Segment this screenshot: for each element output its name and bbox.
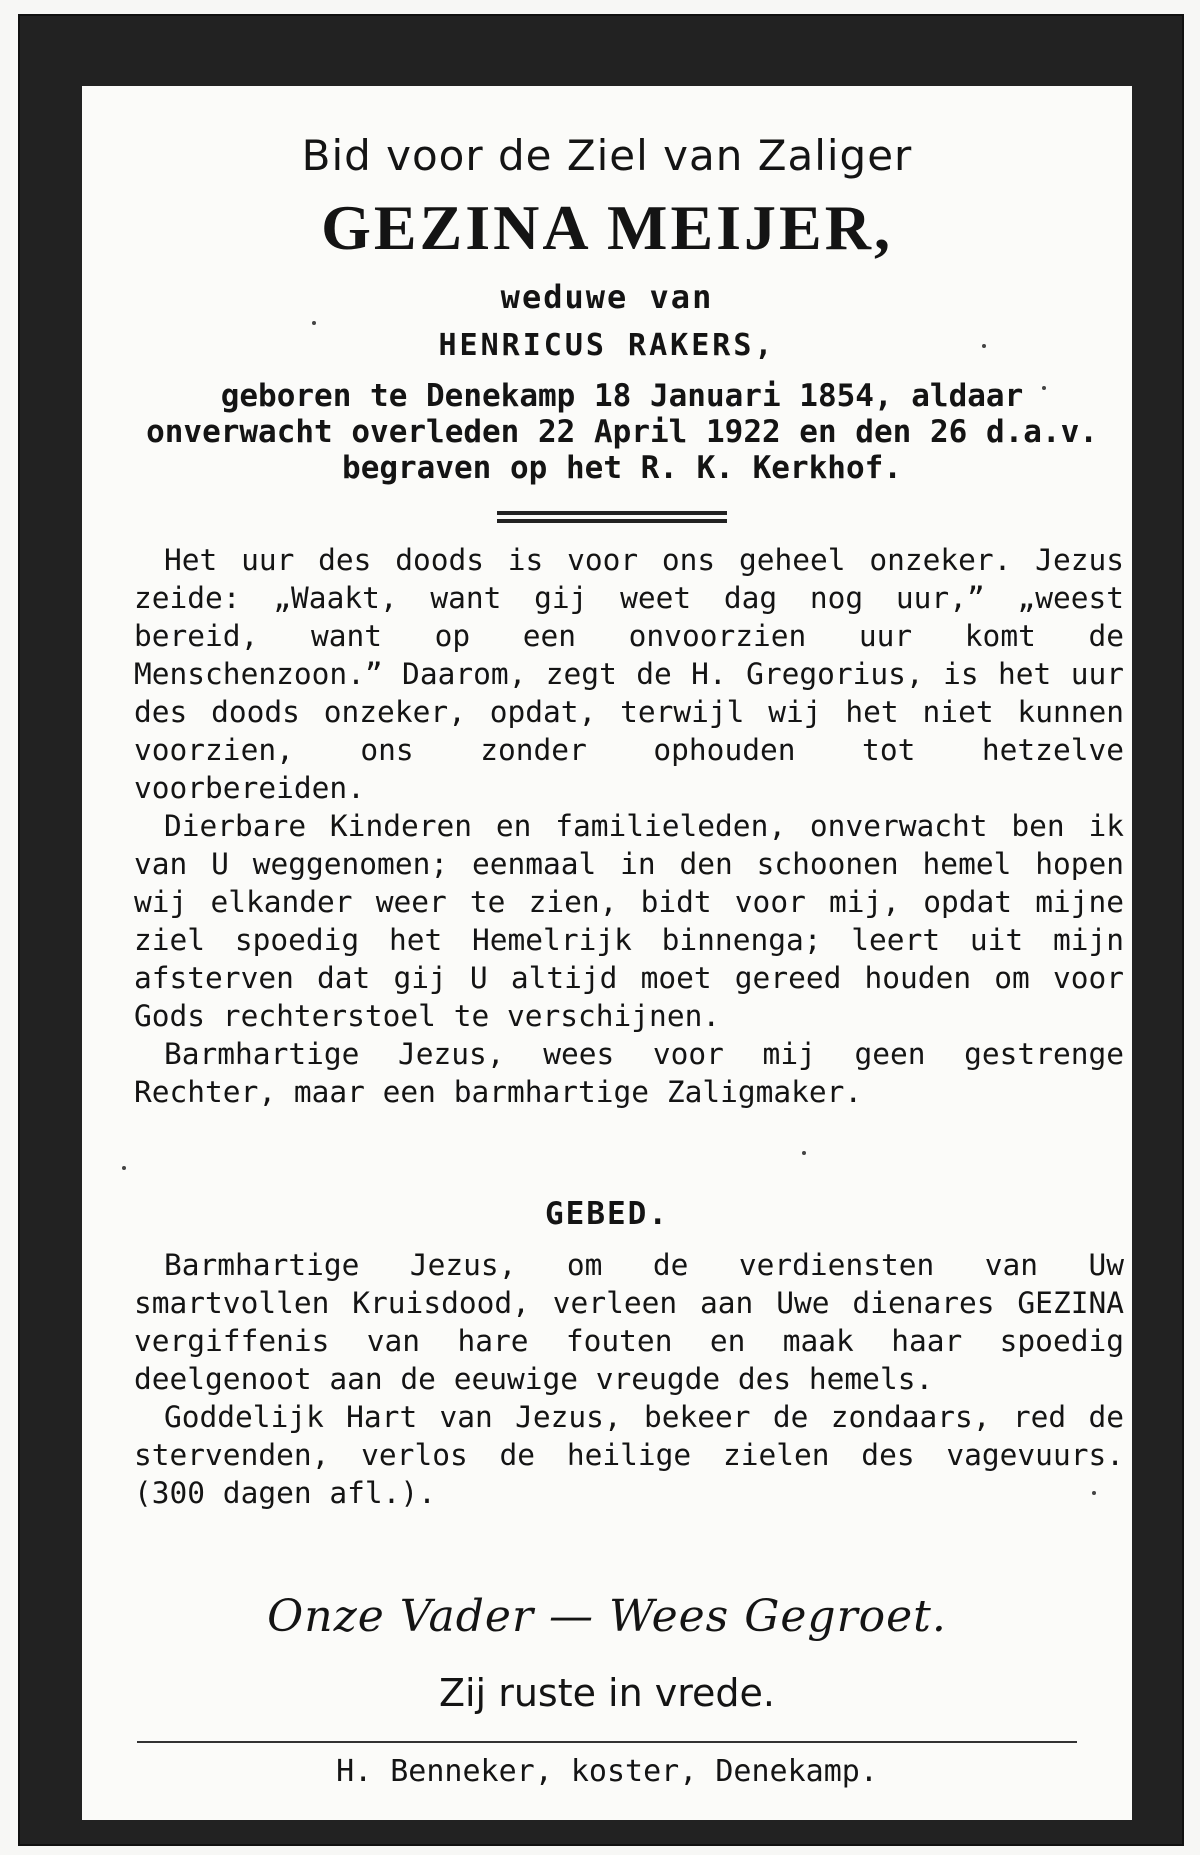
- meditation-paragraph: Het uur des doods is voor ons geheel onzeker. Jezus zeide: „Waakt, want gij weet dag nog uur,” „weest bereid, want op een onvoorzien uur komt de Menschenzoon.” Daarom, zegt de H. Gregorius, is het uur des doods onzeker, opdat, terwijl wij het niet kunnen voorzien, ons zonder ophouden tot hetzelve voorbereiden.: [134, 543, 1124, 805]
- card-intro: Bid voor de Ziel van Zaliger: [301, 131, 913, 180]
- prayer-paragraph: Goddelijk Hart van Jezus, bekeer de zondaars, red de stervenden, verlos de heilige zielen des vagevuurs. (300 dagen afl.).: [134, 1400, 1124, 1510]
- rest-in-peace: Zij ruste in vrede.: [438, 1671, 776, 1715]
- card-panel: [82, 86, 1132, 1820]
- footer-rule: [137, 1741, 1077, 1743]
- divider-rule: [497, 519, 727, 523]
- ink-speck: [1092, 1491, 1096, 1495]
- printer-credit: H. Benneker, koster, Denekamp.: [336, 1754, 878, 1789]
- meditation-paragraph: Dierbare Kinderen en familieleden, onverwacht ben ik van U weggenomen; eenmaal in den schoonen hemel hopen wij elkander weer te zien, bidt voor mij, opdat mijne ziel spoedig het Hemelrijk binnenga; leert uit mijn afsterven dat gij U altijd moet gereed houden om voor Gods rechterstoel te verschijnen.: [134, 809, 1124, 1033]
- prayer-heading: GEBED.: [545, 1196, 669, 1232]
- divider-rule: [497, 511, 727, 515]
- vital-record: geboren te Denekamp 18 Januari 1854, aldaar onverwacht overleden 22 April 1922 en den 26 d.a.v. begraven op het R. K. Kerkhof.: [146, 378, 1098, 486]
- meditation-text: [134, 541, 1124, 1111]
- prayer-paragraph: Barmhartige Jezus, om de verdiensten van Uw smartvollen Kruisdood, verleen aan Uwe dienares GEZINA vergiffenis van hare fouten en maak haar spoedig deelgenoot aan de eeuwige vreugde des hemels.: [134, 1248, 1124, 1396]
- ink-speck: [312, 321, 316, 325]
- widow-of-label: weduwe van: [500, 278, 714, 316]
- ink-speck: [982, 344, 986, 348]
- closing-prayers: Onze Vader — Wees Gegroet.: [267, 1591, 947, 1642]
- memorial-card: [18, 14, 1184, 1846]
- ink-speck: [1042, 386, 1046, 390]
- meditation-paragraph: Barmhartige Jezus, wees voor mij geen gestrenge Rechter, maar een barmhartige Zaligmaker.: [134, 1037, 1124, 1109]
- ink-speck: [122, 1166, 126, 1170]
- deceased-name: GEZINA MEIJER,: [321, 192, 893, 263]
- prayer-text: [134, 1246, 1124, 1512]
- ink-speck: [802, 1151, 806, 1155]
- husband-name: HENRICUS RAKERS,: [438, 328, 776, 363]
